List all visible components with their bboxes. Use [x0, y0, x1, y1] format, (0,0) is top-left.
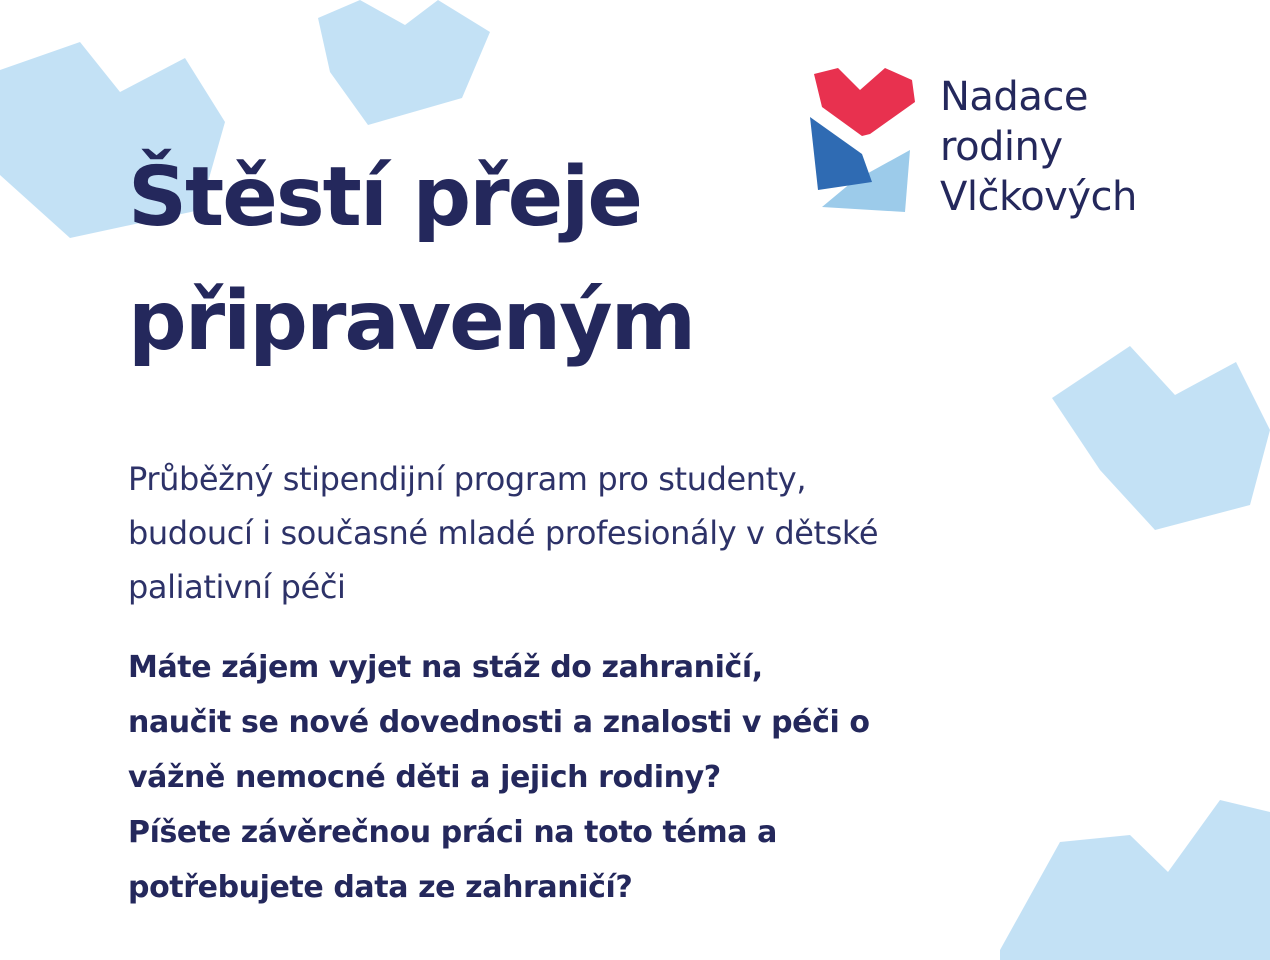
- heart-flag-icon: [800, 62, 925, 222]
- foundation-logo: [800, 62, 1220, 222]
- logo-line-1: Nadace: [940, 74, 1088, 120]
- heart-shape-top-center: [318, 0, 490, 125]
- program-description: [128, 452, 1108, 614]
- description-line-3: paliativní péči: [128, 568, 346, 606]
- logo-red-heart: [814, 68, 915, 136]
- description-line-1: Průběžný stipendijní program pro studenty,: [128, 460, 807, 498]
- logo-line-2: rodiny: [940, 124, 1063, 170]
- question-line-2: naučit se nové dovednosti a znalosti v péči o: [128, 705, 870, 740]
- description-line-2: budoucí i současné mladé profesionály v dětské: [128, 514, 879, 552]
- logo-line-3: Vlčkových: [940, 174, 1137, 220]
- question-line-1: Máte zájem vyjet na stáž do zahraničí,: [128, 650, 763, 685]
- question-line-5: potřebujete data ze zahraničí?: [128, 870, 633, 905]
- page-title: [128, 136, 694, 384]
- call-to-action-questions: [128, 640, 1088, 915]
- title-line-2: připraveným: [128, 274, 695, 369]
- title-line-1: Štěstí přeje: [128, 150, 642, 245]
- question-line-4: Píšete závěrečnou práci na toto téma a: [128, 815, 778, 850]
- foundation-name: [940, 72, 1137, 222]
- question-line-3: vážně nemocné děti a jejich rodiny?: [128, 760, 721, 795]
